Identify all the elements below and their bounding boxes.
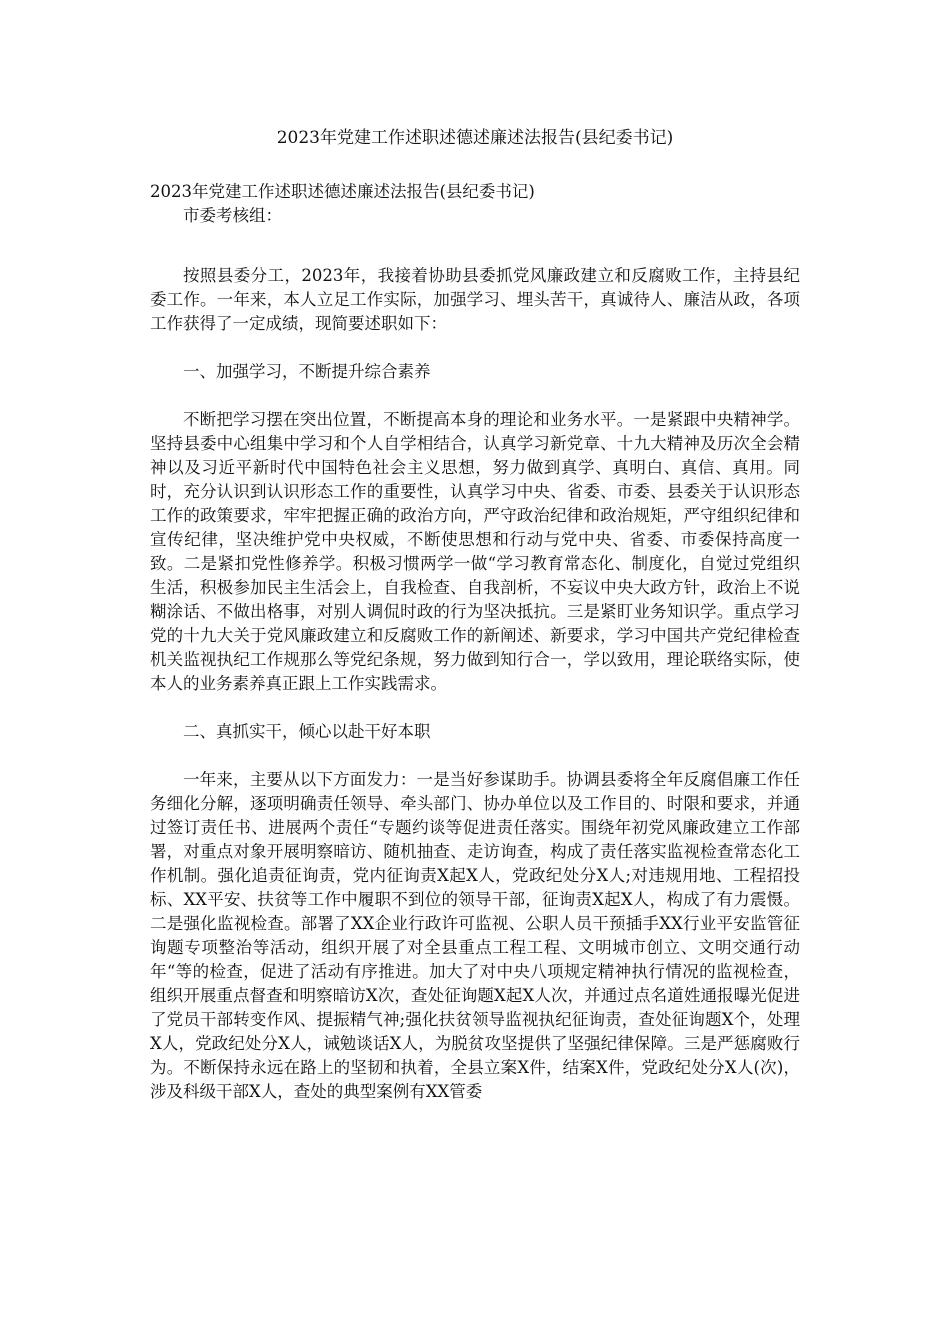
salutation: 市委考核组： — [183, 206, 282, 225]
section2-heading: 二、真抓实干，倾心以赴干好本职 — [183, 722, 431, 741]
document-title: 2023年党建工作述职述德述廉述法报告(县纪委书记) — [276, 128, 674, 148]
intro-paragraph: 按照县委分工，2023年，我接着协助县委抓党风廉政建立和反腐败工作，主持县纪委工作。一年来，本人立足工作实际，加强学习、埋头苦干，真诚待人、廉洁从政，各项工作获得了一定成绩，现简要述职如下： — [150, 266, 800, 333]
section1-paragraph: 不断把学习摆在突出位置，不断提高本身的理论和业务水平。一是紧跟中央精神学。坚持县委中心组集中学习和个人自学相结合，认真学习新党章、十九大精神及历次全会精神以及习近平新时代中国特色社会主义思想，努力做到真学、真明白、真信、真用。同时，充分认识到认识形态工作的重要性，认真学习中央、省委、市委、县委关于认识形态工作的政策要求，牢牢把握正确的政治方向，严守政治纪律和政治规矩，严守组织纪律和宣传纪律，坚决维护党中央权威，不断使思想和行动与党中央、省委、市委保持高度一致。二是紧扣党性修养学。积极习惯两学一做“学习教育常态化、制度化，自觉过党组织生活，积极参加民主生活会上，自我检查、自我剖析，不妄议中央大政方针，政治上不说糊涂话、不做出格事，对别人调侃时政的行为坚决抵抗。三是紧盯业务知识学。重点学习党的十九大关于党风廉政建立和反腐败工作的新阐述、新要求，学习中国共产党纪律检查机关监视执纪工作规那么等党纪条规，努力做到知行合一，学以致用，理论联络实际，使本人的业务素养真正跟上工作实践需求。 — [150, 410, 800, 693]
document-page — [150, 118, 800, 1104]
section1-heading: 一、加强学习，不断提升综合素养 — [183, 362, 431, 381]
section2-paragraph: 一年来，主要从以下方面发力：一是当好参谋助手。协调县委将全年反腐倡廉工作任务细化分解，逐项明确责任领导、牵头部门、协办单位以及工作目的、时限和要求，并通过签订责任书、进展两个责任“专题约谈等促进责任落实。围绕年初党风廉政建立工作部署，对重点对象开展明察暗访、随机抽查、走访询查，构成了责任落实监视检查常态化工作机制。强化追责征询责，党内征询责X起X人，党政纪处分X人;对违规用地、工程招投标、XX平安、扶贫等工作中履职不到位的领导干部，征询责X起X人，构成了有力震慑。二是强化监视检查。部署了XX企业行政许可监视、公职人员干预插手XX行业平安监管征询题专项整治等活动，组织开展了对全县重点工程工程、文明城市创立、文明交通行动年“等的检查，促进了活动有序推进。加大了对中央八项规定精神执行情况的监视检查，组织开展重点督查和明察暗访X次，查处征询题X起X人次，并通过点名道姓通报曝光促进了党员干部转变作风、提振精气神;强化扶贫领导监视执纪征询责，查处征询题X个，处理X人，党政纪处分X人，诫勉谈话X人，为脱贫攻坚提供了坚强纪律保障。三是严惩腐败行为。不断保持永远在路上的坚韧和执着，全县立案X件，结案X件，党政纪处分X人(次)，涉及科级干部X人，查处的典型案例有XX管委 — [150, 770, 800, 1101]
document-subtitle: 2023年党建工作述职述德述廉述法报告(县纪委书记) — [150, 182, 535, 201]
